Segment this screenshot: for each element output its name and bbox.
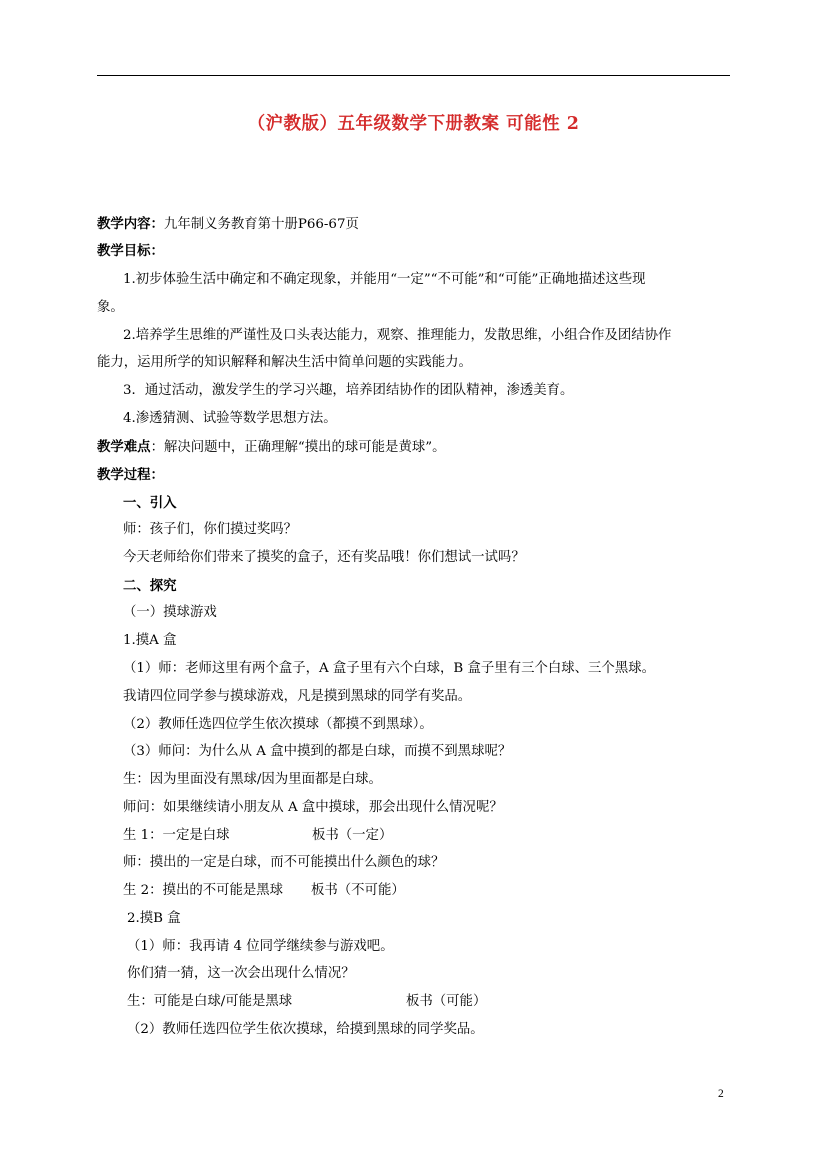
paragraph: 生：因为里面没有黑球/因为里面都是白球。 [123, 772, 382, 787]
goal-3: 3．通过活动，激发学生的学习兴趣，培养团结协作的团队精神，渗透美育。 [123, 383, 574, 398]
section-explore-heading [123, 576, 177, 597]
item-title: 1.摸A 盒 [123, 633, 177, 648]
paragraph: 师问：如果继续请小朋友从 A 盒中摸球，那会出现什么情况呢？ [123, 800, 503, 815]
header-rule [97, 75, 730, 76]
content-line [97, 214, 359, 235]
board-note-3: 板书（可能） [406, 994, 487, 1009]
paragraph: （2）教师任选四位学生依次摸球，给摸到黑球的同学奖品。 [127, 1022, 484, 1037]
subsection-title: （一）摸球游戏 [123, 605, 217, 620]
paragraph: （2）教师任选四位学生依次摸球（都摸不到黑球）。 [123, 717, 433, 732]
paragraph: （1）师：我再请 4 位同学继续参与游戏吧。 [127, 939, 394, 954]
section-explore-title: 二、探究 [123, 578, 177, 594]
goal-1-line-1: 1.初步体验生活中确定和不确定现象，并能用“一定”“不可能”和“可能”正确地描述这些现 [123, 272, 646, 287]
process-heading [97, 465, 164, 486]
board-note-1: 板书（一定） [312, 828, 393, 843]
goal-2-line-1: 2.培养学生思维的严谨性及口头表达能力，观察、推理能力，发散思维，小组合作及团结协作 [123, 328, 672, 343]
item-title: 2.摸B 盒 [127, 911, 181, 926]
difficulty-label: 教学难点 [97, 439, 151, 455]
paragraph: 今天老师给你们带来了摸奖的盒子，还有奖品哦！你们想试一试吗？ [123, 550, 525, 565]
goal-1-line-2: 象。 [97, 300, 124, 315]
difficulty-value: ：解决问题中，正确理解“摸出的球可能是黄球”。 [150, 440, 446, 455]
student-answer-2: 生 2：摸出的不可能是黑球 [123, 883, 284, 898]
goals-heading [97, 241, 164, 262]
student-answer-3: 生：可能是白球/可能是黑球 [127, 994, 293, 1009]
process-label: 教学过程： [97, 467, 164, 483]
section-intro-title: 一、引入 [123, 495, 177, 511]
goal-2-line-2: 能力，运用所学的知识解释和解决生活中简单问题的实践能力。 [97, 355, 472, 370]
board-note-2: 板书（不可能） [311, 883, 405, 898]
paragraph: （3）师问：为什么从 A 盒中摸到的都是白球，而摸不到黑球呢？ [123, 744, 512, 759]
content-label: 教学内容： [97, 216, 164, 232]
section-intro-heading [123, 493, 177, 514]
goal-4: 4.渗透猜测、试验等数学思想方法。 [123, 411, 337, 426]
difficulty-line [97, 437, 445, 458]
paragraph: （1）师：老师这里有两个盒子，A 盒子里有六个白球，B 盒子里有三个白球、三个黑球。 [123, 661, 655, 676]
goals-label: 教学目标： [97, 243, 164, 259]
paragraph: 师：孩子们，你们摸过奖吗？ [123, 522, 298, 537]
paragraph: 我请四位同学参与摸球游戏，凡是摸到黑球的同学有奖品。 [123, 689, 472, 704]
document-title: （沪教版）五年级数学下册教案 可能性 2 [247, 114, 580, 134]
paragraph: 师：摸出的一定是白球，而不可能摸出什么颜色的球？ [123, 855, 445, 870]
paragraph: 你们猜一猜，这一次会出现什么情况？ [127, 966, 355, 981]
content-value: 九年制义务教育第十册P66-67页 [163, 217, 359, 232]
student-answer-1: 生 1：一定是白球 [123, 828, 230, 843]
page-number: 2 [718, 1088, 724, 1100]
